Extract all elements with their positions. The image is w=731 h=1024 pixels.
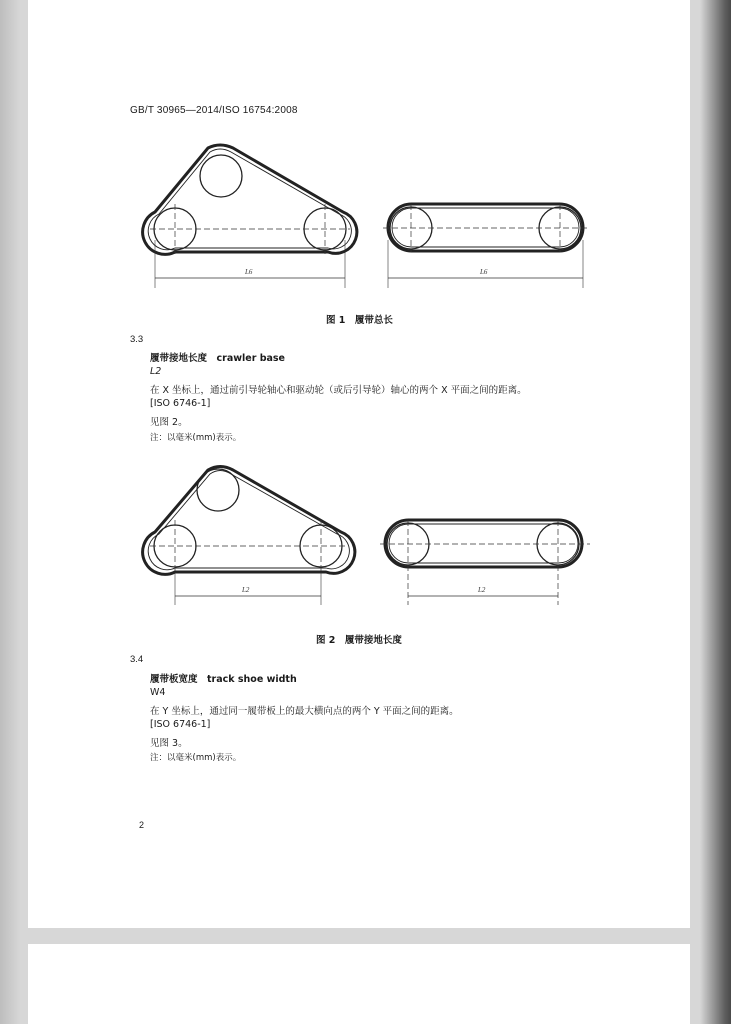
figure-1-dim-label-left: L6: [245, 268, 253, 276]
standard-header: GB/T 30965—2014/ISO 16754:2008: [130, 105, 298, 116]
document-page: [28, 0, 690, 928]
figure-2-dim-label-right: L2: [478, 586, 486, 594]
figure-1-caption: 图 1 履带总长: [326, 315, 393, 326]
figure-2-dim-label-left: L2: [242, 586, 250, 594]
section-3-4-term: 履带板宽度 track shoe width: [150, 674, 297, 685]
section-3-4-see-figure: 见图 3。: [150, 738, 188, 749]
figure-1-dim-label-right: L6: [480, 268, 488, 276]
figure-1-drawing: [138, 140, 598, 290]
section-3-4-definition: 在 Y 坐标上，通过同一履带板上的最大横向点的两个 Y 平面之间的距离。: [150, 706, 459, 717]
section-3-3-note: 注：以毫米(mm)表示。: [150, 433, 242, 443]
section-3-3-number: 3.3: [130, 334, 144, 345]
section-3-3-see-figure: 见图 2。: [150, 417, 188, 428]
section-3-4-note: 注：以毫米(mm)表示。: [150, 753, 242, 763]
page-number: 2: [139, 820, 145, 830]
section-3-4-number: 3.4: [130, 654, 144, 665]
section-3-3-definition: 在 X 坐标上，通过前引导轮轴心和驱动轮（或后引导轮）轴心的两个 X 平面之间的距离。: [150, 385, 527, 396]
section-3-4-symbol: W4: [150, 687, 166, 698]
section-3-3-term: 履带接地长度 crawler base: [150, 353, 286, 364]
section-3-4-reference: [ISO 6746-1]: [150, 719, 211, 730]
next-page: [28, 944, 690, 1024]
section-3-3-reference: [ISO 6746-1]: [150, 398, 211, 409]
figure-2-caption: 图 2 履带接地长度: [316, 635, 402, 646]
figure-2-drawing: [138, 460, 598, 610]
section-3-3-symbol: L2: [150, 366, 162, 377]
